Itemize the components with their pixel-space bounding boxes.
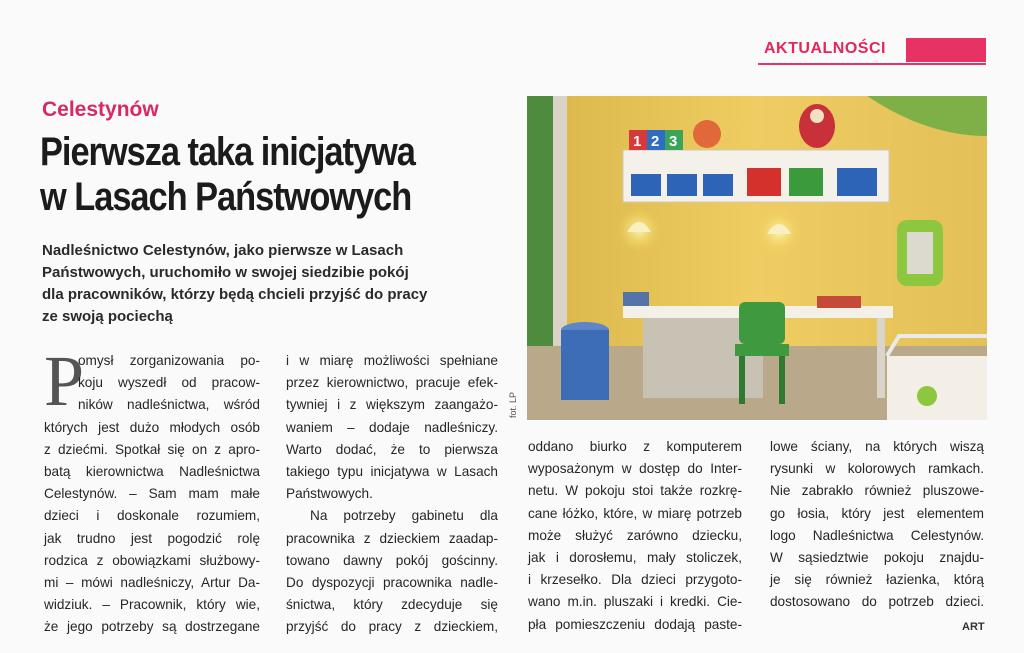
body-text-line: wano m.in. pluszaki i kredki. Cie- bbox=[528, 594, 742, 610]
body-text-line: ników nadleśnictwa, wśród bbox=[78, 397, 260, 413]
lead-line: Nadleśnictwo Celestynów, jako pierwsze w Lasach bbox=[42, 242, 404, 259]
article-photo bbox=[527, 96, 987, 420]
lead-line: dla pracowników, którzy będą chcieli przyjść do pracy bbox=[42, 286, 428, 303]
photo-block-label: 1 bbox=[633, 133, 642, 150]
photo-bin-blue bbox=[631, 174, 661, 196]
lead-line: Państwowych, uruchomiło w swojej siedzibie pokój bbox=[42, 264, 409, 281]
photo-toy-abacus bbox=[817, 296, 861, 308]
photo-block-label: 3 bbox=[669, 133, 678, 150]
body-text-line: pła pomieszczeniu dodają paste- bbox=[528, 616, 742, 632]
article-kicker: Celestynów bbox=[42, 98, 159, 121]
body-text-line: je się również łazienka, którą bbox=[770, 572, 984, 588]
body-text-line: z dziećmi. Spotkał się on z apro- bbox=[44, 441, 260, 457]
body-column-1 bbox=[44, 341, 260, 639]
section-label: AKTUALNOŚCI bbox=[764, 40, 886, 57]
section-tag bbox=[758, 38, 988, 64]
drop-cap: P bbox=[44, 341, 85, 421]
body-text-line: omysł zorganizowania po- bbox=[78, 353, 260, 368]
body-text-line: może służyć zarówno dziecku, bbox=[528, 527, 742, 543]
body-text-line: rodzica z obowiązkami służbowy- bbox=[44, 552, 260, 568]
body-text-line: logo Nadleśnictwa Celestynów. bbox=[770, 527, 984, 543]
body-text-line: których jest dużo młodych osób bbox=[44, 419, 260, 435]
body-text-line: jak i dorosłemu, mały stoliczek, bbox=[528, 550, 742, 566]
body-text-line: towano dawny pokój gościnny. bbox=[286, 552, 498, 568]
section-color-bar bbox=[906, 38, 986, 62]
photo-bed bbox=[887, 356, 987, 420]
body-text-line: koju wyszedł od pracow- bbox=[78, 375, 260, 391]
body-text-line: netu. W pokoju stoi także rozkrę- bbox=[528, 483, 742, 499]
photo-mirror bbox=[907, 232, 933, 274]
body-text-line: oddano biurko z komputerem bbox=[528, 439, 742, 454]
body-text-line: że jego potrzeby są dostrzegane bbox=[44, 619, 260, 635]
photo-plush-toy bbox=[693, 120, 721, 148]
lead-line: ze swoją pociechą bbox=[42, 308, 173, 325]
body-text-line: Na potrzeby gabinetu dla bbox=[310, 508, 498, 524]
section-rule bbox=[758, 63, 986, 65]
photo-block-label: 2 bbox=[651, 133, 660, 150]
body-text-line: śnictwa, który zdecyduje się bbox=[286, 597, 498, 613]
body-text-line: tywniej i z większym zaangażo- bbox=[286, 397, 498, 413]
photo-credit: fot. LP bbox=[508, 391, 518, 418]
body-text-line: pracownika z dzieckiem zaadap- bbox=[286, 530, 498, 546]
photo-basket bbox=[623, 292, 649, 306]
body-text-line: i w miarę możliwości spełniane bbox=[286, 353, 498, 368]
body-text-line: i krzesełko. Dla dzieci przygoto- bbox=[528, 572, 742, 588]
photo-bin-green bbox=[789, 168, 823, 196]
body-text-line: przez kierownictwo, pracuje efek- bbox=[286, 375, 498, 391]
body-text-line: dostosowano do potrzeb dzieci. bbox=[770, 594, 984, 610]
article-headline bbox=[40, 130, 453, 220]
body-text-line: przyjść do pracy z dzieckiem, bbox=[286, 619, 498, 635]
body-text-line: waniem – dodaje nadleśniczy. bbox=[286, 419, 498, 435]
headline-line-1: Pierwsza taka inicjatywa bbox=[40, 130, 415, 174]
body-text-line: widziuk. – Pracownik, który wie, bbox=[44, 597, 260, 613]
body-text-line: wyposażonym w dostęp do Inter- bbox=[528, 461, 742, 477]
photo-chair-seat bbox=[735, 344, 789, 356]
body-text-line: Nie zabrakło również pluszowe- bbox=[770, 483, 984, 499]
body-text-line: lowe ściany, na których wiszą bbox=[770, 439, 984, 454]
body-text-line: Do dyspozycji pracownika nadle- bbox=[286, 575, 498, 591]
headline-line-2: w Lasach Państwowych bbox=[40, 175, 412, 219]
body-text-line: batą kierownictwa Nadleśnictwa bbox=[44, 464, 260, 480]
body-text-line: Warto dodać, że to pierwsza bbox=[286, 441, 498, 457]
body-text-line: Celestynów. – Sam mam małe bbox=[44, 486, 260, 502]
body-text-line: mi – mówi nadleśniczy, Artur Da- bbox=[44, 575, 260, 591]
body-text-line: W sąsiedztwie pokoju znajdu- bbox=[770, 550, 984, 566]
body-column-4 bbox=[770, 436, 984, 614]
photo-bin-blue bbox=[667, 174, 697, 196]
article-end-mark: ART bbox=[962, 621, 985, 633]
article-lead bbox=[42, 240, 512, 328]
body-column-2 bbox=[286, 350, 498, 639]
body-text-line: cane łóżko, które, w miarę potrzeb bbox=[528, 505, 742, 521]
body-text-line: takiego typu inicjatywa w Lasach bbox=[286, 464, 498, 480]
photo-chair-back bbox=[739, 302, 785, 344]
body-text-line: Państwowych. bbox=[286, 486, 373, 502]
body-text-line: dzieci i doskonale rozumiem, bbox=[44, 508, 260, 524]
body-text-line: rysunki w kolorowych ramkach. bbox=[770, 461, 984, 477]
photo-bin-blue bbox=[703, 174, 733, 196]
body-text-line: jak trudno jest pogodzić rolę bbox=[44, 530, 260, 546]
body-column-3 bbox=[528, 436, 742, 636]
photo-bin-blue bbox=[837, 168, 877, 196]
body-text-line: go łosia, który jest elementem bbox=[770, 505, 984, 521]
photo-bin-red bbox=[747, 168, 781, 196]
